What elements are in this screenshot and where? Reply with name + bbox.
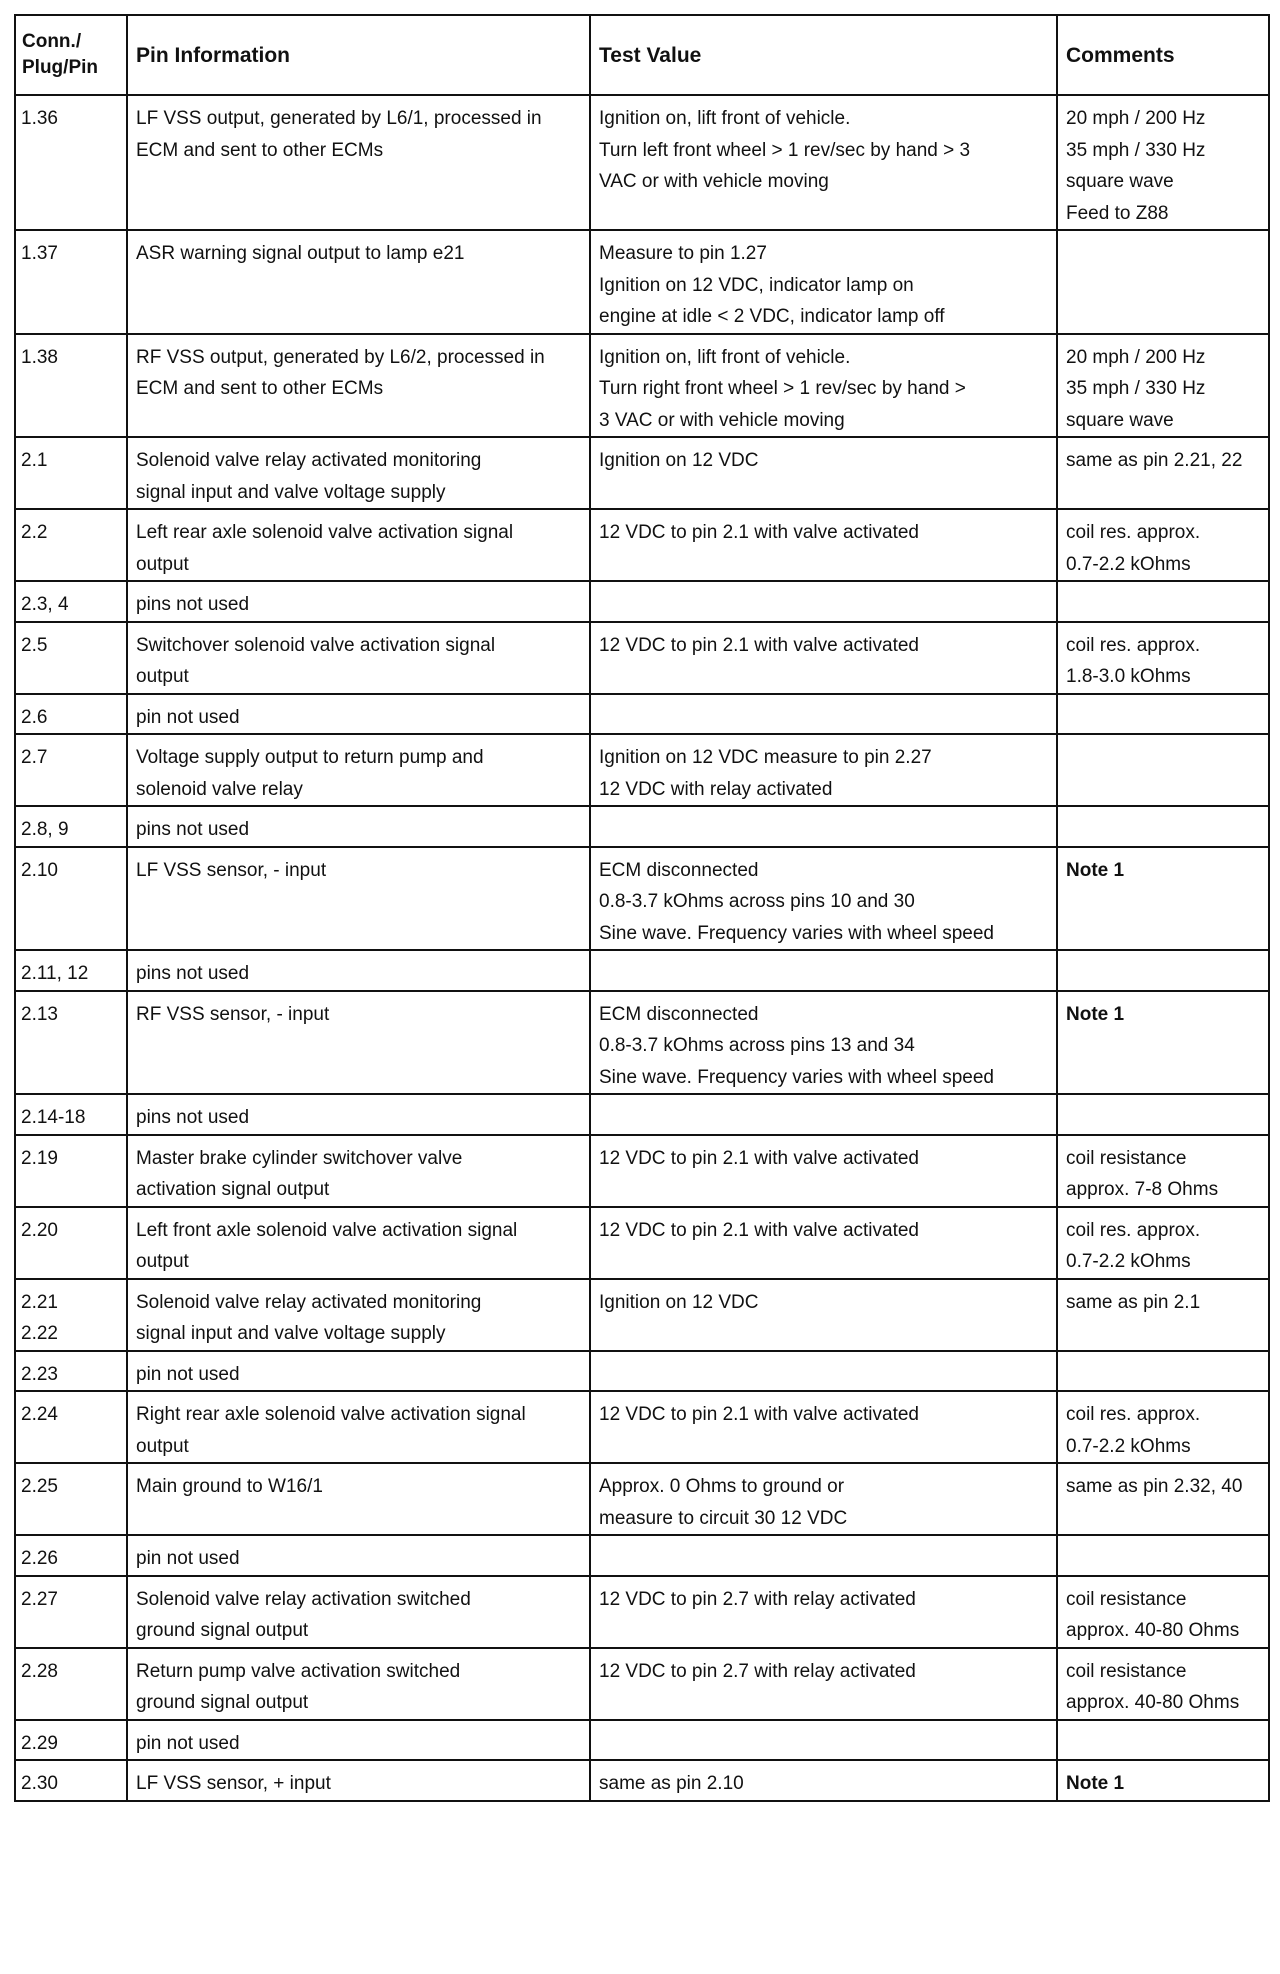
- pin-information-cell: [127, 1720, 590, 1761]
- pin-information-cell-line: output: [136, 553, 189, 575]
- pin-information-table: [14, 14, 1270, 1802]
- pin-information-cell: [127, 1535, 590, 1576]
- test-value-cell: [590, 1391, 1057, 1463]
- table-row: [15, 806, 1269, 847]
- comments-cell: [1057, 1463, 1269, 1535]
- pin-information-cell-line: signal input and valve voltage supply: [136, 1323, 446, 1344]
- pin-cell: [15, 1576, 127, 1648]
- pin-information-cell: [127, 1648, 590, 1720]
- test-value-cell-line: Approx. 0 Ohms to ground or: [599, 1476, 845, 1497]
- comments-cell-line: Note 1: [1066, 1773, 1125, 1794]
- comments-cell-line: 20 mph / 200 Hz: [1066, 108, 1206, 129]
- pin-information-cell-line: Master brake cylinder switchover valve: [136, 1147, 463, 1169]
- pin-information-cell: [127, 847, 590, 951]
- comments-cell: [1057, 95, 1269, 230]
- test-value-cell-line: Sine wave. Frequency varies with wheel speed: [599, 1066, 994, 1088]
- pin-information-cell-line: LF VSS output, generated by L6/1, processed in: [136, 108, 542, 129]
- pin-information-cell: [127, 230, 590, 334]
- comments-cell: [1057, 230, 1269, 334]
- pin-cell: [15, 1351, 127, 1392]
- comments-cell: [1057, 1094, 1269, 1135]
- comments-cell-line: approx. 40-80 Ohms: [1066, 1620, 1240, 1641]
- table-row: [15, 1463, 1269, 1535]
- pin-information-cell-line: ECM and sent to other ECMs: [136, 378, 384, 399]
- comments-cell: [1057, 1760, 1269, 1801]
- comments-cell: [1057, 622, 1269, 694]
- pin-information-cell-line: Voltage supply output to return pump and: [136, 747, 484, 768]
- test-value-cell-line: Sine wave. Frequency varies with wheel speed: [599, 922, 994, 944]
- table-row: [15, 509, 1269, 581]
- comments-cell: [1057, 1391, 1269, 1463]
- pin-cell: [15, 1720, 127, 1761]
- pin-information-cell-line: pins not used: [136, 594, 250, 615]
- pin-cell-line: 2.5: [21, 634, 48, 656]
- pin-cell-line: 2.30: [21, 1773, 58, 1794]
- comments-cell: [1057, 847, 1269, 951]
- pin-cell: [15, 1207, 127, 1279]
- pin-cell: [15, 734, 127, 806]
- pin-information-cell-line: LF VSS sensor, - input: [136, 859, 327, 881]
- comments-cell: [1057, 1576, 1269, 1648]
- pin-cell-line: 2.26: [21, 1548, 58, 1569]
- pin-cell-line: 2.24: [21, 1404, 58, 1425]
- table-row: [15, 1391, 1269, 1463]
- pin-cell: [15, 509, 127, 581]
- pin-information-cell-line: RF VSS sensor, - input: [136, 1003, 330, 1025]
- pin-information-cell: [127, 509, 590, 581]
- pin-cell-line: 2.28: [21, 1660, 58, 1682]
- comments-cell-line: square wave: [1066, 409, 1174, 431]
- pin-cell-line: 2.19: [21, 1147, 58, 1169]
- comments-cell-line: coil resistance: [1066, 1588, 1187, 1610]
- pin-information-cell: [127, 806, 590, 847]
- pin-information-cell-line: output: [136, 1251, 189, 1272]
- pin-information-cell: [127, 1760, 590, 1801]
- pin-information-cell-line: Main ground to W16/1: [136, 1476, 323, 1497]
- table-row: [15, 991, 1269, 1095]
- pin-cell: [15, 1648, 127, 1720]
- pin-information-cell: [127, 1351, 590, 1392]
- pin-cell: [15, 991, 127, 1095]
- comments-cell: [1057, 437, 1269, 509]
- comments-cell-line: same as pin 2.1: [1066, 1291, 1201, 1313]
- pin-table-sheet: [14, 14, 1268, 1802]
- test-value-cell: [590, 694, 1057, 735]
- pin-information-cell-line: Solenoid valve relay activation switched: [136, 1588, 471, 1610]
- comments-cell: [1057, 1535, 1269, 1576]
- pin-information-cell-line: pin not used: [136, 1363, 240, 1385]
- pin-cell: [15, 334, 127, 438]
- pin-cell: [15, 694, 127, 735]
- table-row: [15, 1576, 1269, 1648]
- table-row: [15, 1720, 1269, 1761]
- test-value-cell-line: Ignition on 12 VDC measure to pin 2.27: [599, 747, 932, 768]
- test-value-cell-line: engine at idle < 2 VDC, indicator lamp off: [599, 306, 945, 327]
- pin-information-cell-line: ground signal output: [136, 1620, 309, 1641]
- test-value-cell-line: Turn left front wheel > 1 rev/sec by hand > 3: [599, 139, 971, 161]
- pin-information-cell: [127, 694, 590, 735]
- pin-cell: [15, 437, 127, 509]
- table-row: [15, 95, 1269, 230]
- pin-cell: [15, 1760, 127, 1801]
- comments-cell: [1057, 950, 1269, 991]
- test-value-cell: [590, 1094, 1057, 1135]
- pin-cell: [15, 806, 127, 847]
- pin-information-cell: [127, 334, 590, 438]
- table-row: [15, 1279, 1269, 1351]
- pin-information-cell-line: pins not used: [136, 819, 250, 840]
- test-value-cell-line: 12 VDC to pin 2.1 with valve activated: [599, 1219, 920, 1241]
- comments-cell-line: coil res. approx.: [1066, 1404, 1201, 1425]
- pin-cell: [15, 1535, 127, 1576]
- comments-cell: [1057, 1135, 1269, 1207]
- comments-cell: [1057, 581, 1269, 622]
- pin-information-cell-line: pins not used: [136, 963, 250, 984]
- comments-cell-line: same as pin 2.21, 22: [1066, 450, 1243, 471]
- header-pin-line-2: Plug/Pin: [22, 57, 98, 78]
- pin-cell-line: 2.6: [21, 706, 48, 728]
- test-value-cell: [590, 1207, 1057, 1279]
- comments-cell-line: 35 mph / 330 Hz: [1066, 139, 1206, 161]
- test-value-cell-line: 0.8-3.7 kOhms across pins 13 and 34: [599, 1035, 915, 1056]
- pin-information-cell-line: Right rear axle solenoid valve activation signal: [136, 1404, 526, 1425]
- test-value-cell-line: Turn right front wheel > 1 rev/sec by hand >: [599, 378, 966, 399]
- test-value-cell-line: 12 VDC to pin 2.7 with relay activated: [599, 1588, 916, 1610]
- test-value-cell: [590, 1351, 1057, 1392]
- test-value-cell: [590, 1279, 1057, 1351]
- pin-information-cell: [127, 1463, 590, 1535]
- pin-information-cell: [127, 1576, 590, 1648]
- test-value-cell-line: 12 VDC with relay activated: [599, 778, 833, 800]
- pin-cell-line: 2.25: [21, 1476, 58, 1497]
- test-value-cell-line: Ignition on, lift front of vehicle.: [599, 346, 851, 368]
- pin-information-cell-line: Left front axle solenoid valve activation signal: [136, 1219, 518, 1241]
- comments-cell-line: 0.7-2.2 kOhms: [1066, 1251, 1191, 1272]
- test-value-cell-line: ECM disconnected: [599, 1003, 759, 1025]
- pin-information-cell-line: output: [136, 666, 189, 687]
- table-body: [15, 95, 1269, 1801]
- test-value-cell-line: 12 VDC to pin 2.1 with valve activated: [599, 1404, 920, 1425]
- comments-cell: [1057, 806, 1269, 847]
- pin-cell: [15, 1135, 127, 1207]
- test-value-cell-line: 12 VDC to pin 2.1 with valve activated: [599, 1147, 920, 1169]
- pin-information-cell-line: Return pump valve activation switched: [136, 1660, 461, 1682]
- comments-cell-line: Feed to Z88: [1066, 202, 1169, 224]
- test-value-cell: [590, 581, 1057, 622]
- pin-cell-line: 1.36: [21, 108, 58, 129]
- table-row: [15, 694, 1269, 735]
- comments-cell: [1057, 734, 1269, 806]
- pin-information-cell: [127, 1391, 590, 1463]
- test-value-cell-line: Measure to pin 1.27: [599, 243, 767, 264]
- test-value-cell: [590, 991, 1057, 1095]
- pin-cell: [15, 950, 127, 991]
- comments-cell-line: coil resistance: [1066, 1147, 1187, 1169]
- pin-cell: [15, 581, 127, 622]
- comments-cell: [1057, 1207, 1269, 1279]
- test-value-cell: [590, 1135, 1057, 1207]
- pin-information-cell-line: pin not used: [136, 1548, 240, 1569]
- header-conn-plug-pin: [15, 15, 127, 95]
- pin-information-cell: [127, 1279, 590, 1351]
- pin-cell-line: 2.14-18: [21, 1107, 86, 1128]
- pin-information-cell-line: activation signal output: [136, 1179, 330, 1200]
- comments-cell-line: coil resistance: [1066, 1660, 1187, 1682]
- pin-cell-line: 2.7: [21, 747, 48, 768]
- table-row: [15, 230, 1269, 334]
- test-value-cell: [590, 1720, 1057, 1761]
- table-row: [15, 847, 1269, 951]
- table-row: [15, 1535, 1269, 1576]
- pin-cell-line: 1.38: [21, 346, 58, 368]
- pin-information-cell-line: solenoid valve relay: [136, 778, 303, 800]
- table-row: [15, 1351, 1269, 1392]
- test-value-cell: [590, 95, 1057, 230]
- pin-information-cell-line: signal input and valve voltage supply: [136, 481, 446, 503]
- table-row: [15, 1207, 1269, 1279]
- table-row: [15, 581, 1269, 622]
- header-pin-line-1: Conn./: [22, 31, 82, 52]
- test-value-cell: [590, 1576, 1057, 1648]
- table-row: [15, 950, 1269, 991]
- comments-cell-line: square wave: [1066, 171, 1174, 192]
- comments-cell: [1057, 694, 1269, 735]
- test-value-cell-line: ECM disconnected: [599, 859, 759, 881]
- comments-cell-line: approx. 40-80 Ohms: [1066, 1692, 1240, 1713]
- comments-cell-line: Note 1: [1066, 1003, 1125, 1025]
- test-value-cell: [590, 1760, 1057, 1801]
- pin-cell: [15, 1094, 127, 1135]
- pin-cell: [15, 622, 127, 694]
- pin-information-cell-line: RF VSS output, generated by L6/2, processed in: [136, 346, 545, 368]
- pin-information-cell-line: Solenoid valve relay activated monitoring: [136, 450, 482, 471]
- pin-cell-line: 1.37: [21, 243, 58, 264]
- table-row: [15, 1135, 1269, 1207]
- pin-information-cell: [127, 437, 590, 509]
- table-row: [15, 1648, 1269, 1720]
- test-value-cell-line: VAC or with vehicle moving: [599, 171, 829, 192]
- pin-information-cell-line: Switchover solenoid valve activation signal: [136, 634, 496, 656]
- pin-cell: [15, 95, 127, 230]
- pin-cell-line: 2.8, 9: [21, 819, 69, 840]
- comments-cell-line: 0.7-2.2 kOhms: [1066, 1435, 1191, 1457]
- pin-cell-line: 2.1: [21, 450, 48, 471]
- test-value-cell: [590, 1463, 1057, 1535]
- pin-information-cell-line: ASR warning signal output to lamp e21: [136, 243, 465, 264]
- test-value-cell-line: 12 VDC to pin 2.1 with valve activated: [599, 634, 920, 656]
- pin-cell-line: 2.23: [21, 1363, 58, 1385]
- pin-information-cell-line: pin not used: [136, 706, 240, 728]
- comments-cell-line: 20 mph / 200 Hz: [1066, 346, 1206, 368]
- test-value-cell-line: same as pin 2.10: [599, 1773, 744, 1794]
- test-value-cell-line: measure to circuit 30 12 VDC: [599, 1507, 848, 1529]
- pin-cell-line: 2.21: [21, 1291, 58, 1313]
- pin-information-cell-line: pin not used: [136, 1732, 240, 1754]
- comments-cell: [1057, 991, 1269, 1095]
- pin-cell-line: 2.11, 12: [21, 963, 89, 984]
- pin-information-cell-line: ground signal output: [136, 1692, 309, 1713]
- comments-cell: [1057, 509, 1269, 581]
- test-value-cell: [590, 1648, 1057, 1720]
- pin-information-cell-line: Solenoid valve relay activated monitoring: [136, 1291, 482, 1313]
- test-value-cell-line: Ignition on 12 VDC: [599, 1291, 759, 1313]
- pin-information-cell-line: ECM and sent to other ECMs: [136, 139, 384, 161]
- pin-cell-line: 2.10: [21, 859, 58, 881]
- pin-cell-line: 2.20: [21, 1219, 58, 1241]
- table-row: [15, 734, 1269, 806]
- pin-cell-line: 2.3, 4: [21, 594, 69, 615]
- test-value-cell: [590, 509, 1057, 581]
- test-value-cell: [590, 334, 1057, 438]
- comments-cell-line: 35 mph / 330 Hz: [1066, 378, 1206, 399]
- comments-cell-line: same as pin 2.32, 40: [1066, 1476, 1243, 1497]
- pin-information-cell: [127, 950, 590, 991]
- header-comments: Comments: [1057, 15, 1269, 95]
- comments-cell-line: 0.7-2.2 kOhms: [1066, 553, 1191, 575]
- comments-cell: [1057, 1279, 1269, 1351]
- pin-information-cell: [127, 622, 590, 694]
- test-value-cell: [590, 622, 1057, 694]
- table-row: [15, 1760, 1269, 1801]
- comments-cell-line: coil res. approx.: [1066, 634, 1201, 656]
- comments-cell-line: coil res. approx.: [1066, 522, 1201, 543]
- test-value-cell: [590, 950, 1057, 991]
- pin-information-cell: [127, 1207, 590, 1279]
- pin-cell: [15, 1463, 127, 1535]
- pin-cell-line: 2.22: [21, 1323, 58, 1344]
- test-value-cell-line: Ignition on, lift front of vehicle.: [599, 108, 851, 129]
- comments-cell-line: 1.8-3.0 kOhms: [1066, 666, 1191, 687]
- test-value-cell: [590, 847, 1057, 951]
- header-pin-information: Pin Information: [127, 15, 590, 95]
- pin-information-cell-line: Left rear axle solenoid valve activation signal: [136, 522, 514, 543]
- pin-cell: [15, 230, 127, 334]
- test-value-cell-line: 0.8-3.7 kOhms across pins 10 and 30: [599, 891, 915, 912]
- test-value-cell: [590, 1535, 1057, 1576]
- header-test-value: Test Value: [590, 15, 1057, 95]
- table-row: [15, 1094, 1269, 1135]
- pin-cell-line: 2.29: [21, 1732, 58, 1754]
- pin-cell: [15, 1391, 127, 1463]
- pin-cell-line: 2.13: [21, 1003, 58, 1025]
- pin-information-cell: [127, 95, 590, 230]
- test-value-cell: [590, 734, 1057, 806]
- pin-information-cell-line: pins not used: [136, 1107, 250, 1128]
- comments-cell: [1057, 1720, 1269, 1761]
- test-value-cell-line: 12 VDC to pin 2.1 with valve activated: [599, 522, 920, 543]
- table-row: [15, 622, 1269, 694]
- comments-cell: [1057, 334, 1269, 438]
- pin-information-cell-line: output: [136, 1435, 189, 1457]
- pin-information-cell: [127, 991, 590, 1095]
- pin-cell-line: 2.27: [21, 1588, 58, 1610]
- pin-cell-line: 2.2: [21, 522, 48, 543]
- test-value-cell-line: Ignition on 12 VDC: [599, 450, 759, 471]
- test-value-cell-line: 12 VDC to pin 2.7 with relay activated: [599, 1660, 916, 1682]
- header-row: [15, 15, 1269, 95]
- pin-information-cell: [127, 1094, 590, 1135]
- test-value-cell: [590, 230, 1057, 334]
- comments-cell: [1057, 1351, 1269, 1392]
- test-value-cell: [590, 437, 1057, 509]
- pin-information-cell: [127, 734, 590, 806]
- pin-information-cell: [127, 581, 590, 622]
- test-value-cell: [590, 806, 1057, 847]
- comments-cell-line: Note 1: [1066, 859, 1125, 881]
- pin-cell: [15, 1279, 127, 1351]
- pin-information-cell-line: LF VSS sensor, + input: [136, 1773, 331, 1794]
- comments-cell-line: coil res. approx.: [1066, 1219, 1201, 1241]
- comments-cell-line: approx. 7-8 Ohms: [1066, 1179, 1219, 1200]
- test-value-cell-line: 3 VAC or with vehicle moving: [599, 409, 845, 431]
- pin-information-cell: [127, 1135, 590, 1207]
- table-row: [15, 437, 1269, 509]
- comments-cell: [1057, 1648, 1269, 1720]
- test-value-cell-line: Ignition on 12 VDC, indicator lamp on: [599, 274, 914, 296]
- table-row: [15, 334, 1269, 438]
- pin-cell: [15, 847, 127, 951]
